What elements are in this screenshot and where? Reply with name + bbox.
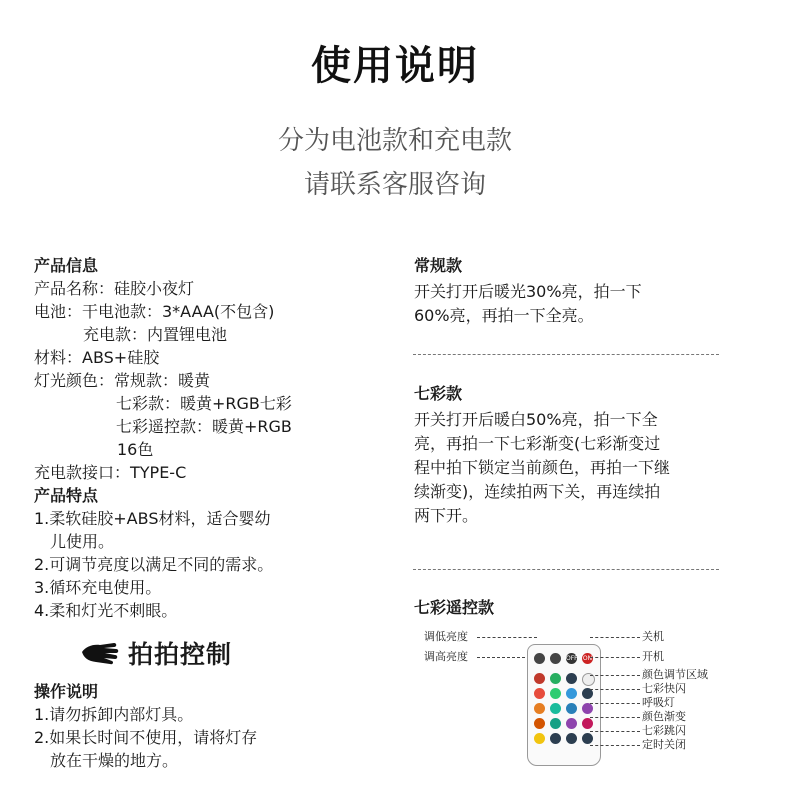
color-button	[566, 718, 577, 729]
color-button	[582, 703, 593, 714]
colorful-heading: 七彩款	[414, 384, 463, 403]
product-name: 产品名称：硅胶小夜灯	[34, 279, 195, 298]
battery-rechargeable: 充电款：内置锂电池	[83, 325, 228, 344]
leader-line	[590, 637, 640, 638]
color-button	[582, 733, 593, 744]
regular-line: 开关打开后暖光30%亮，拍一下	[414, 282, 642, 301]
off-button: OFF	[566, 655, 578, 662]
leader-line	[477, 637, 537, 638]
color-button	[550, 688, 561, 699]
subtitle-line-1: 分为电池款和充电款	[277, 126, 512, 156]
section-divider	[413, 354, 719, 355]
color-button	[534, 673, 545, 684]
remote-function-label: 颜色调节区域	[642, 668, 708, 681]
operation-item: 1.请勿拆卸内部灯具。	[34, 705, 194, 724]
color-button	[566, 673, 577, 684]
product-info-heading: 产品信息	[34, 256, 99, 275]
light-color-remote: 七彩遥控款：暖黄+RGB	[116, 417, 292, 436]
left-column	[34, 254, 394, 772]
remote-function-label: 七彩快闪	[642, 682, 686, 695]
leader-line	[590, 745, 640, 746]
hand-tap-icon	[80, 636, 120, 672]
color-button	[534, 733, 545, 744]
pat-control-banner	[80, 636, 394, 672]
leader-line	[590, 731, 640, 732]
color-button	[582, 718, 593, 729]
light-color: 灯光颜色：常规款：暖黄	[34, 371, 211, 390]
regular-line: 60%亮，再拍一下全亮。	[414, 306, 594, 325]
color-button	[534, 688, 545, 699]
brightness-down-button	[534, 653, 545, 664]
colorful-section	[414, 382, 724, 528]
operation-item: 2.如果长时间不使用，请将灯存	[34, 728, 258, 747]
features-heading: 产品特点	[34, 486, 99, 505]
color-button	[566, 703, 577, 714]
operation-heading: 操作说明	[34, 682, 99, 701]
leader-line	[590, 703, 640, 704]
remote-heading: 七彩遥控款	[414, 598, 495, 617]
remote-function-label: 定时关闭	[642, 738, 686, 751]
color-button	[550, 673, 561, 684]
color-button	[566, 733, 577, 744]
on-button: ON	[582, 655, 593, 662]
label-brightness-up: 调高亮度	[424, 650, 468, 663]
light-color-colorful: 七彩款：暖黄+RGB七彩	[116, 394, 292, 413]
color-button	[566, 688, 577, 699]
material: 材料：ABS+硅胶	[34, 348, 160, 367]
feature-item: 儿使用。	[50, 532, 115, 551]
feature-item: 1.柔软硅胶+ABS材料，适合婴幼	[34, 509, 271, 528]
battery-info: 电池：干电池款：3*AAA(不包含)	[34, 302, 275, 321]
remote-function-label: 颜色渐变	[642, 710, 686, 723]
leader-line	[590, 689, 640, 690]
feature-item: 2.可调节亮度以满足不同的需求。	[34, 555, 274, 574]
feature-item: 4.柔和灯光不刺眼。	[34, 601, 178, 620]
leader-line	[590, 675, 640, 676]
regular-section	[414, 254, 724, 328]
page-title: 使用说明	[311, 43, 479, 89]
leader-line	[590, 657, 640, 658]
color-button	[534, 703, 545, 714]
pat-control-label: 拍拍控制	[128, 639, 233, 669]
colorful-line: 程中拍下锁定当前颜色，再拍一下继	[414, 458, 671, 477]
remote-function-label: 关机	[642, 630, 664, 643]
remote-function-label: 开机	[642, 650, 664, 663]
remote-function-label: 呼吸灯	[642, 696, 675, 709]
colorful-line: 两下开。	[414, 506, 479, 525]
label-brightness-down: 调低亮度	[424, 630, 468, 643]
feature-item: 3.循环充电使用。	[34, 578, 162, 597]
subtitle-line-2: 请联系客服咨询	[303, 170, 486, 200]
brightness-up-button	[550, 653, 561, 664]
color-button	[534, 718, 545, 729]
color-button	[550, 733, 561, 744]
color-button	[550, 718, 561, 729]
color-button	[550, 703, 561, 714]
section-divider	[413, 569, 719, 570]
colorful-line: 续渐变)，连续拍两下关，再连续拍	[414, 482, 661, 501]
regular-heading: 常规款	[414, 256, 463, 275]
remote-control	[527, 644, 601, 766]
charging-port: 充电款接口：TYPE-C	[34, 463, 187, 482]
leader-line	[590, 717, 640, 718]
operation-item: 放在干燥的地方。	[50, 751, 179, 770]
remote-section	[414, 596, 724, 622]
light-color-remote-count: 16色	[117, 440, 154, 459]
colorful-line: 亮，再拍一下七彩渐变(七彩渐变过	[414, 434, 661, 453]
remote-function-label: 七彩跳闪	[642, 724, 686, 737]
colorful-line: 开关打开后暖白50%亮，拍一下全	[414, 410, 658, 429]
